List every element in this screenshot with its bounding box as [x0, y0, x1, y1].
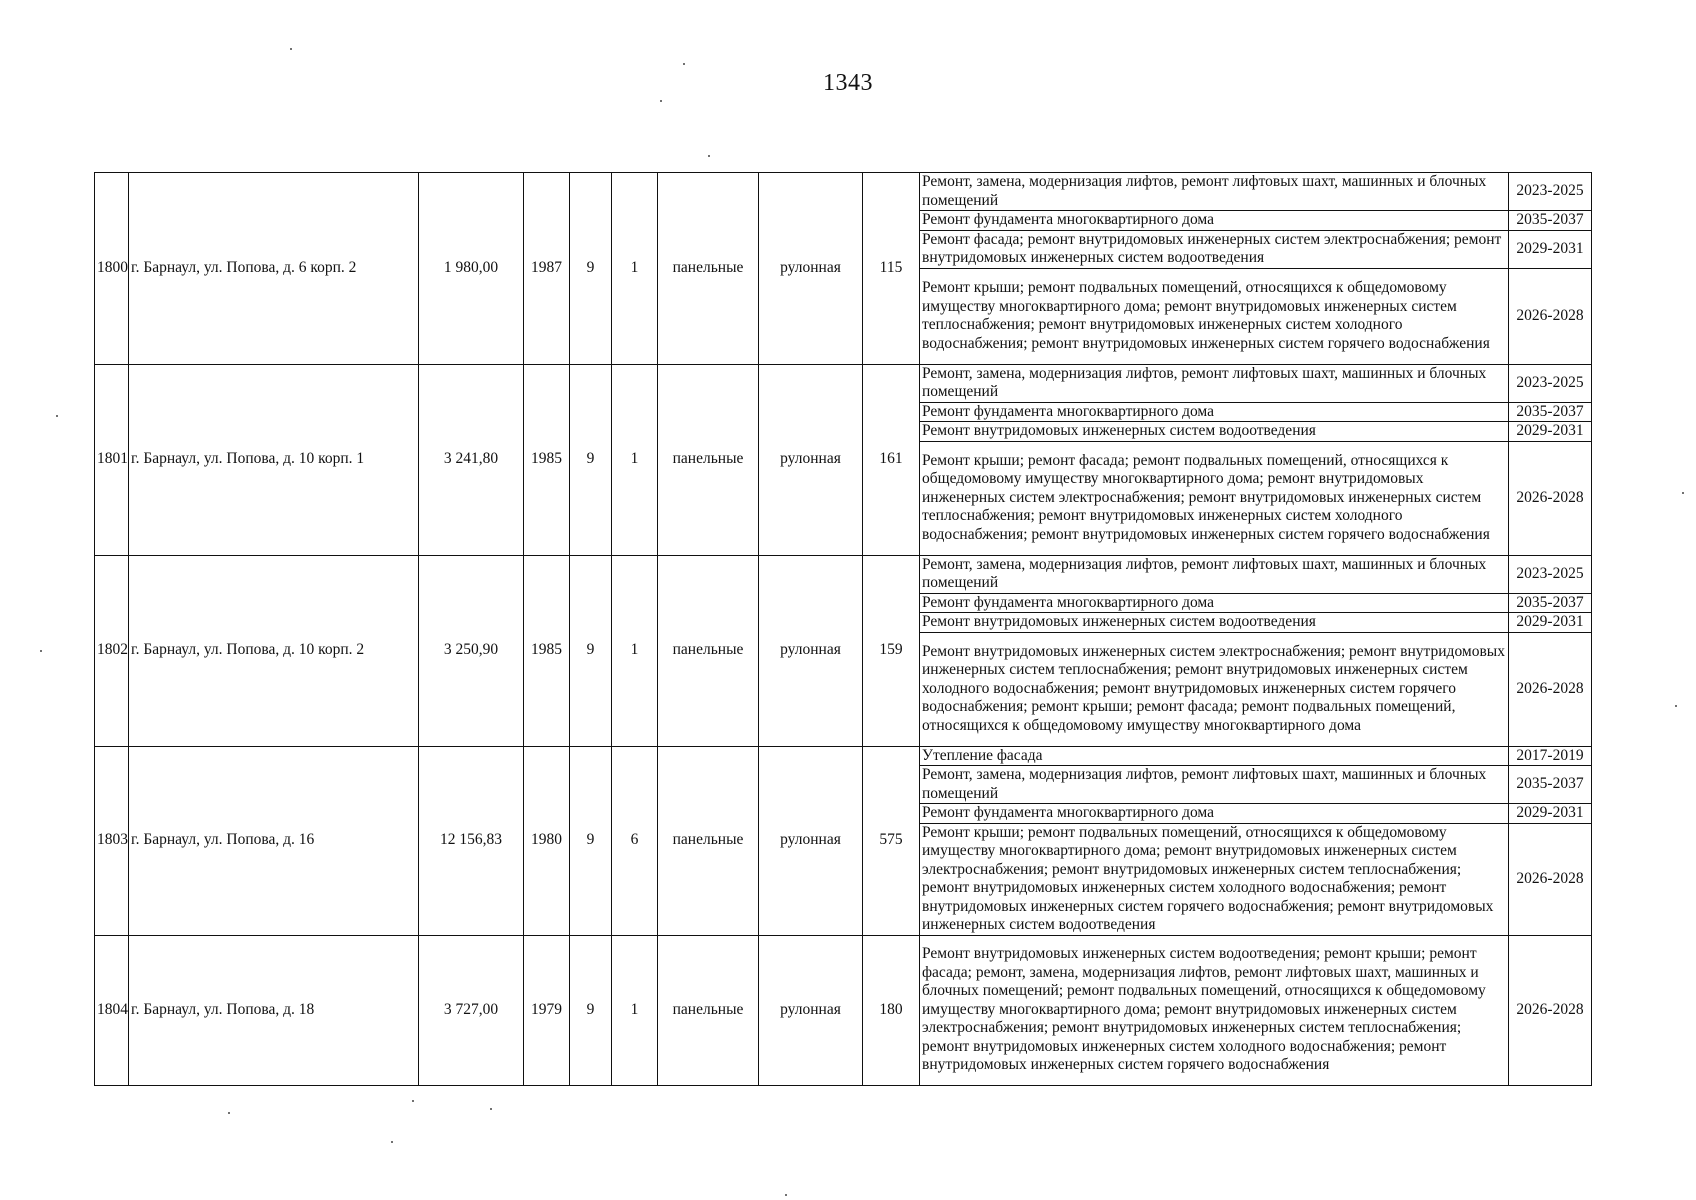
table-row	[95, 746, 1592, 766]
area-cell: 3 727,00	[419, 935, 524, 1085]
work-period-cell: 2026-2028	[1509, 935, 1592, 1085]
work-period-cell: 2023-2025	[1509, 364, 1592, 402]
scan-speck	[290, 48, 292, 50]
entrances-cell: 6	[612, 746, 658, 935]
work-description-cell: Ремонт внутридомовых инженерных систем водоотведения	[920, 422, 1509, 442]
capital-repair-table	[94, 172, 1592, 1086]
residents-cell: 115	[863, 173, 920, 365]
entrances-cell: 1	[612, 364, 658, 555]
year-cell: 1987	[524, 173, 570, 365]
residents-cell: 161	[863, 364, 920, 555]
work-description-cell: Ремонт, замена, модернизация лифтов, ремонт лифтовых шахт, машинных и блочных помещений	[920, 555, 1509, 593]
work-description-cell: Ремонт крыши; ремонт подвальных помещений, относящихся к общедомовому имуществу многоквартирного дома; ремонт внутридомовых инженерных систем теплоснабжения; ремонт внутридомовых инженерных систем холодного водоснабжения; ремонт внутридомовых инженерных систем горячего водоснабжения	[920, 268, 1509, 364]
work-period-cell: 2035-2037	[1509, 211, 1592, 231]
scan-speck	[228, 1112, 230, 1114]
roof-type-cell: рулонная	[759, 364, 863, 555]
page-number: 1343	[823, 70, 873, 96]
work-period-cell: 2026-2028	[1509, 268, 1592, 364]
work-period-cell: 2026-2028	[1509, 632, 1592, 746]
year-cell: 1985	[524, 364, 570, 555]
work-description-cell: Ремонт крыши; ремонт фасада; ремонт подвальных помещений, относящихся к общедомовому имуществу многоквартирного дома; ремонт внутридомовых инженерных систем электроснабжения; ремонт внутридомовых инженерных систем теплоснабжения; ремонт внутридомовых инженерных систем холодного водоснабжения; ремонт внутридомовых инженерных систем горячего водоснабжения	[920, 441, 1509, 555]
row-number: 1800	[95, 173, 129, 365]
row-number: 1802	[95, 555, 129, 746]
roof-type-cell: рулонная	[759, 935, 863, 1085]
address-cell: г. Барнаул, ул. Попова, д. 10 корп. 1	[129, 364, 419, 555]
work-period-cell: 2023-2025	[1509, 555, 1592, 593]
wall-material-cell: панельные	[658, 555, 759, 746]
floors-cell: 9	[570, 746, 612, 935]
address-cell: г. Барнаул, ул. Попова, д. 18	[129, 935, 419, 1085]
work-description-cell: Ремонт фундамента многоквартирного дома	[920, 593, 1509, 613]
row-number: 1804	[95, 935, 129, 1085]
work-description-cell: Ремонт, замена, модернизация лифтов, ремонт лифтовых шахт, машинных и блочных помещений	[920, 766, 1509, 804]
work-description-cell: Ремонт фундамента многоквартирного дома	[920, 804, 1509, 824]
work-period-cell: 2017-2019	[1509, 746, 1592, 766]
row-number: 1803	[95, 746, 129, 935]
scan-speck	[490, 1108, 492, 1110]
wall-material-cell: панельные	[658, 173, 759, 365]
residents-cell: 180	[863, 935, 920, 1085]
residents-cell: 159	[863, 555, 920, 746]
work-period-cell: 2023-2025	[1509, 173, 1592, 211]
entrances-cell: 1	[612, 555, 658, 746]
work-description-cell: Ремонт фундамента многоквартирного дома	[920, 211, 1509, 231]
work-period-cell: 2029-2031	[1509, 422, 1592, 442]
scan-speck	[40, 650, 42, 652]
wall-material-cell: панельные	[658, 364, 759, 555]
floors-cell: 9	[570, 555, 612, 746]
roof-type-cell: рулонная	[759, 746, 863, 935]
entrances-cell: 1	[612, 173, 658, 365]
scan-speck	[708, 155, 710, 157]
table-row	[95, 173, 1592, 211]
scan-speck	[56, 415, 58, 417]
year-cell: 1979	[524, 935, 570, 1085]
address-cell: г. Барнаул, ул. Попова, д. 16	[129, 746, 419, 935]
scan-speck	[785, 1194, 787, 1196]
year-cell: 1985	[524, 555, 570, 746]
area-cell: 1 980,00	[419, 173, 524, 365]
address-cell: г. Барнаул, ул. Попова, д. 6 корп. 2	[129, 173, 419, 365]
work-description-cell: Ремонт, замена, модернизация лифтов, ремонт лифтовых шахт, машинных и блочных помещений	[920, 364, 1509, 402]
work-description-cell: Ремонт внутридомовых инженерных систем электроснабжения; ремонт внутридомовых инженерных систем теплоснабжения; ремонт внутридомовых инженерных систем холодного водоснабжения; ремонт внутридомовых инженерных систем горячего водоснабжения; ремонт крыши; ремонт фасада; ремонт подвальных помещений, относящихся к общедомовому имуществу многоквартирного дома	[920, 632, 1509, 746]
scan-speck	[683, 63, 685, 65]
scan-speck	[1675, 705, 1677, 707]
work-description-cell: Ремонт фундамента многоквартирного дома	[920, 402, 1509, 422]
work-period-cell: 2029-2031	[1509, 804, 1592, 824]
year-cell: 1980	[524, 746, 570, 935]
area-cell: 12 156,83	[419, 746, 524, 935]
floors-cell: 9	[570, 364, 612, 555]
work-description-cell: Утепление фасада	[920, 746, 1509, 766]
entrances-cell: 1	[612, 935, 658, 1085]
work-description-cell: Ремонт внутридомовых инженерных систем водоотведения	[920, 613, 1509, 633]
table-row	[95, 935, 1592, 1085]
scan-speck	[1682, 492, 1684, 494]
work-period-cell: 2035-2037	[1509, 593, 1592, 613]
table-row	[95, 364, 1592, 402]
floors-cell: 9	[570, 935, 612, 1085]
work-period-cell: 2029-2031	[1509, 613, 1592, 633]
row-number: 1801	[95, 364, 129, 555]
scan-speck	[660, 100, 662, 102]
scan-speck	[391, 1141, 393, 1143]
roof-type-cell: рулонная	[759, 555, 863, 746]
work-description-cell: Ремонт фасада; ремонт внутридомовых инженерных систем электроснабжения; ремонт внутридомовых инженерных систем водоотведения	[920, 230, 1509, 268]
work-period-cell: 2035-2037	[1509, 766, 1592, 804]
work-period-cell: 2035-2037	[1509, 402, 1592, 422]
floors-cell: 9	[570, 173, 612, 365]
work-period-cell: 2026-2028	[1509, 441, 1592, 555]
work-description-cell: Ремонт внутридомовых инженерных систем водоотведения; ремонт крыши; ремонт фасада; ремонт, замена, модернизация лифтов, ремонт лифтовых шахт, машинных и блочных помещений; ремонт подвальных помещений, относящихся к общедомовому имуществу многоквартирного дома; ремонт внутридомовых инженерных систем электроснабжения; ремонт внутридомовых инженерных систем теплоснабжения; ремонт внутридомовых инженерных систем холодного водоснабжения; ремонт внутридомовых инженерных систем горячего водоснабжения	[920, 935, 1509, 1085]
wall-material-cell: панельные	[658, 935, 759, 1085]
scan-speck	[412, 1100, 414, 1102]
work-description-cell: Ремонт, замена, модернизация лифтов, ремонт лифтовых шахт, машинных и блочных помещений	[920, 173, 1509, 211]
area-cell: 3 241,80	[419, 364, 524, 555]
area-cell: 3 250,90	[419, 555, 524, 746]
address-cell: г. Барнаул, ул. Попова, д. 10 корп. 2	[129, 555, 419, 746]
wall-material-cell: панельные	[658, 746, 759, 935]
table-row	[95, 555, 1592, 593]
roof-type-cell: рулонная	[759, 173, 863, 365]
work-period-cell: 2029-2031	[1509, 230, 1592, 268]
residents-cell: 575	[863, 746, 920, 935]
work-period-cell: 2026-2028	[1509, 823, 1592, 935]
work-description-cell: Ремонт крыши; ремонт подвальных помещений, относящихся к общедомовому имуществу многоквартирного дома; ремонт внутридомовых инженерных систем электроснабжения; ремонт внутридомовых инженерных систем теплоснабжения; ремонт внутридомовых инженерных систем холодного водоснабжения; ремонт внутридомовых инженерных систем горячего водоснабжения; ремонт внутридомовых инженерных систем водоотведения	[920, 823, 1509, 935]
